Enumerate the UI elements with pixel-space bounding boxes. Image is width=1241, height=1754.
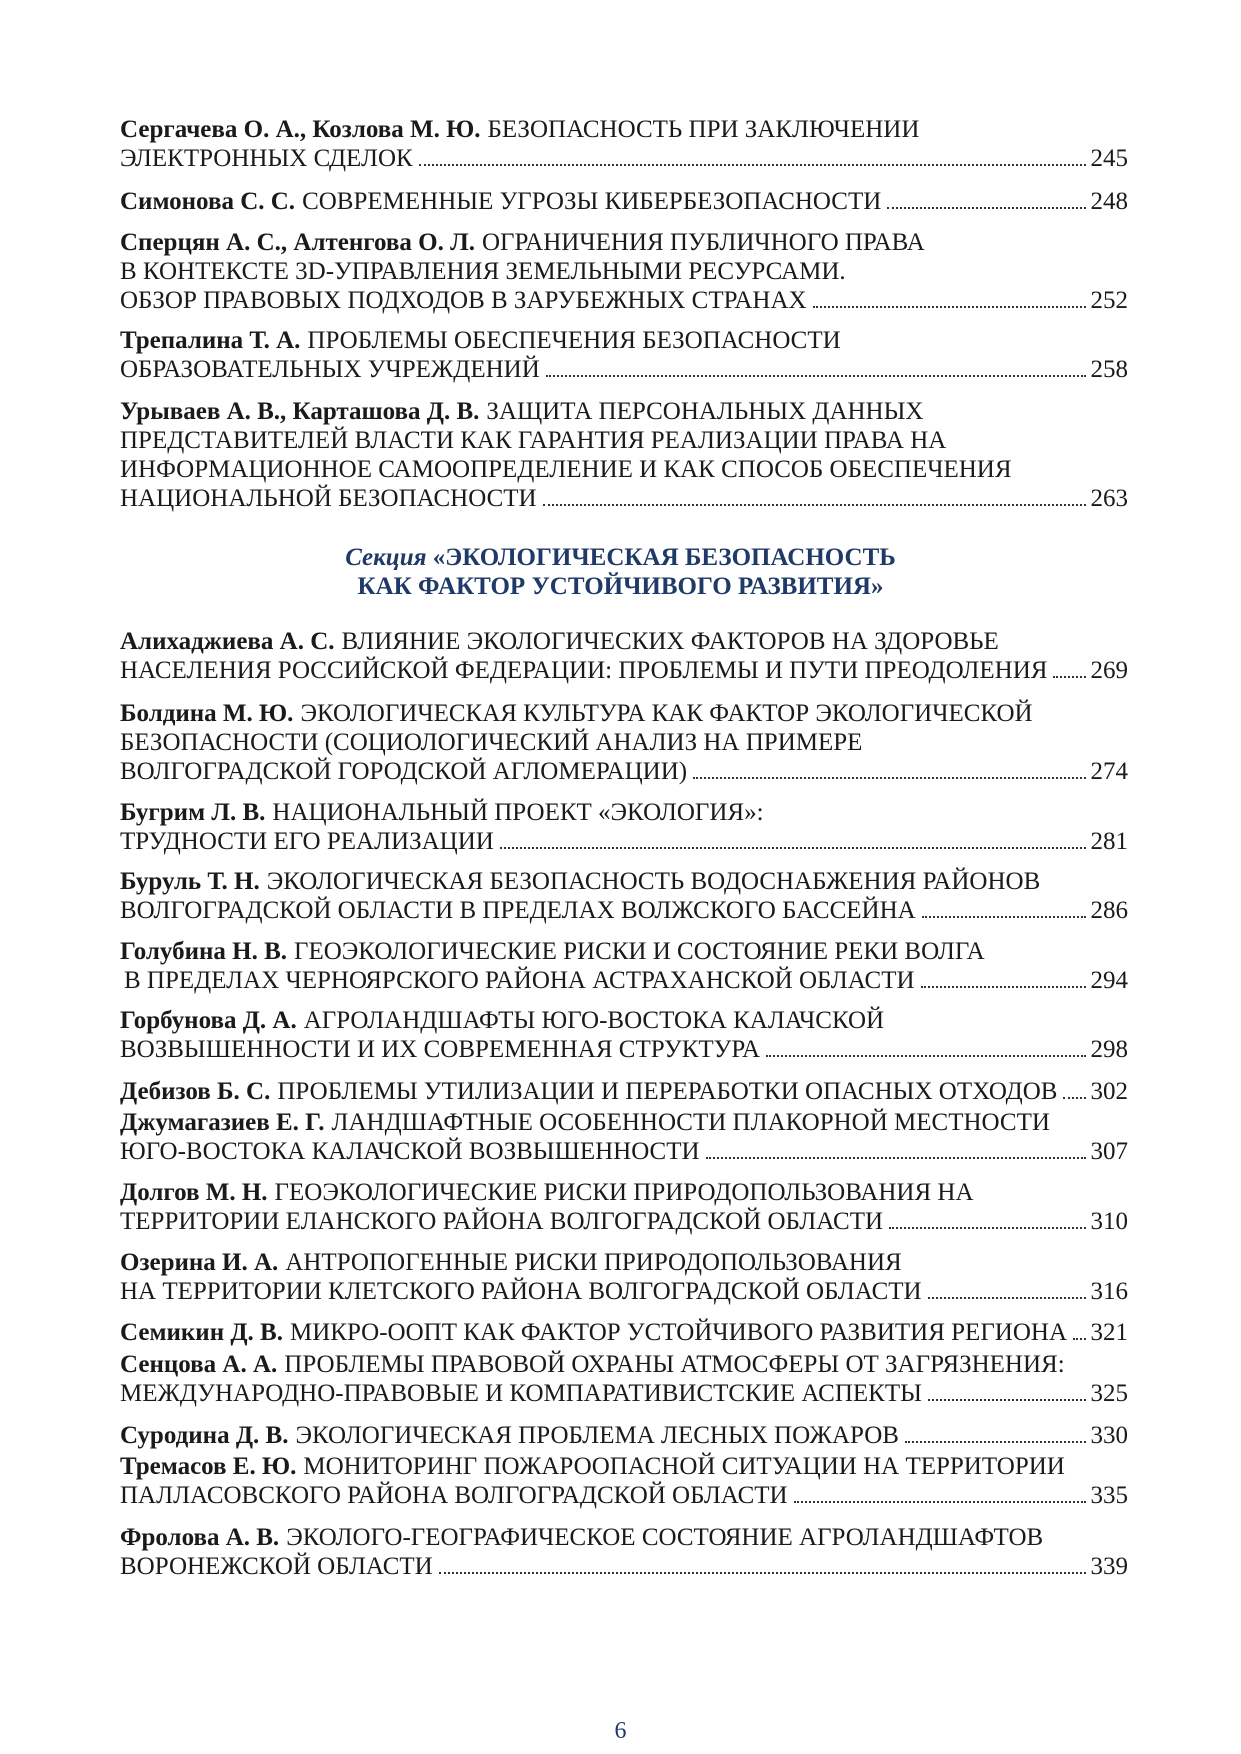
toc-entry-line — [120, 187, 1128, 216]
toc-entry — [120, 1006, 1128, 1064]
toc-entry-line — [120, 699, 1128, 728]
toc-entry-title: НА ТЕРРИТОРИИ КЛЕТСКОГО РАЙОНА ВОЛГОГРАДСКОЙ ОБЛАСТИ — [120, 1278, 922, 1305]
toc-entry-line — [120, 286, 1128, 315]
page-number: 6 — [614, 1718, 627, 1744]
toc-entry-title: НАЦИОНАЛЬНОЙ БЕЗОПАСНОСТИ — [120, 485, 537, 512]
toc-entry-page-number: 310 — [1090, 1208, 1128, 1235]
toc-entry — [120, 187, 1128, 216]
toc-entry-page-number: 274 — [1090, 758, 1128, 785]
toc-entry-title: АНТРОПОГЕННЫЕ РИСКИ ПРИРОДОПОЛЬЗОВАНИЯ — [285, 1249, 902, 1276]
toc-entry-title: НАЦИОНАЛЬНЫЙ ПРОЕКТ «ЭКОЛОГИЯ»: — [272, 799, 764, 826]
toc-entry — [120, 1452, 1128, 1510]
toc-entry-page-number: 281 — [1090, 828, 1128, 855]
toc-entry-line — [120, 1035, 1128, 1064]
toc-entry-title: ГЕОЭКОЛОГИЧЕСКИЕ РИСКИ И СОСТОЯНИЕ РЕКИ ВОЛГА — [294, 938, 985, 965]
toc-entry-line — [120, 1178, 1128, 1207]
toc-entry — [120, 397, 1128, 513]
toc-entry-title: ЮГО-ВОСТОКА КАЛАЧСКОЙ ВОЗВЫШЕННОСТИ — [120, 1138, 700, 1165]
toc-entry-title: НАСЕЛЕНИЯ РОССИЙСКОЙ ФЕДЕРАЦИИ: ПРОБЛЕМЫ И ПУТИ ПРЕОДОЛЕНИЯ — [120, 657, 1048, 684]
dot-leader — [1073, 1338, 1086, 1340]
toc-entry-page-number: 298 — [1090, 1036, 1128, 1063]
toc-entry-title: ПРЕДСТАВИТЕЛЕЙ ВЛАСТИ КАК ГАРАНТИЯ РЕАЛИЗАЦИИ ПРАВА НА — [120, 427, 947, 454]
toc-entry-page-number: 302 — [1090, 1078, 1128, 1105]
toc-entry-line — [120, 1108, 1128, 1137]
toc-entry-line — [120, 1006, 1128, 1035]
toc-entry-page-number: 245 — [1090, 145, 1128, 172]
dot-leader — [439, 1572, 1086, 1574]
toc-entry — [120, 1178, 1128, 1236]
section-title-part-1: «ЭКОЛОГИЧЕСКАЯ БЕЗОПАСНОСТЬ — [432, 544, 896, 571]
toc-entry-page-number: 325 — [1090, 1380, 1128, 1407]
toc-entry-authors: Суродина Д. В. — [120, 1422, 289, 1449]
toc-entry-page-number: 263 — [1090, 485, 1128, 512]
toc-entry-title: ПРОБЛЕМЫ УТИЛИЗАЦИИ И ПЕРЕРАБОТКИ ОПАСНЫХ ОТХОДОВ — [277, 1078, 1058, 1105]
dot-leader — [419, 164, 1086, 166]
dot-leader — [889, 1227, 1085, 1229]
toc-entry-title: В КОНТЕКСТЕ 3D-УПРАВЛЕНИЯ ЗЕМЕЛЬНЫМИ РЕСУРСАМИ. — [120, 258, 846, 285]
toc-entry-title: ВОЗВЫШЕННОСТИ И ИХ СОВРЕМЕННАЯ СТРУКТУРА — [120, 1036, 761, 1063]
toc-entry-title: ОБЗОР ПРАВОВЫХ ПОДХОДОВ В ЗАРУБЕЖНЫХ СТРАНАХ — [120, 287, 807, 314]
toc-entry — [120, 1523, 1128, 1581]
toc-entry-line — [120, 115, 1128, 144]
dot-leader — [922, 916, 1086, 918]
toc-entry-line — [120, 257, 1128, 286]
toc-entry-title: ЭЛЕКТРОННЫХ СДЕЛОК — [120, 145, 413, 172]
toc-entry-line — [120, 1318, 1128, 1347]
dot-leader — [1053, 676, 1085, 678]
toc-entry-title: ЭКОЛОГО-ГЕОГРАФИЧЕСКОЕ СОСТОЯНИЕ АГРОЛАНДШАФТОВ — [286, 1524, 1044, 1551]
dot-leader — [693, 777, 1085, 779]
toc-entry-line — [120, 455, 1128, 484]
toc-entry-authors: Долгов М. Н. — [120, 1179, 268, 1206]
toc-entry — [120, 937, 1128, 995]
toc-entry-line — [120, 1523, 1128, 1552]
toc-entry-authors: Дебизов Б. С. — [120, 1078, 271, 1105]
toc-entry-authors: Алихаджиева А. С. — [120, 628, 335, 655]
toc-entry-authors: Джумагазиев Е. Г. — [120, 1109, 325, 1136]
dot-leader — [928, 1297, 1086, 1299]
toc-entry-page-number: 339 — [1090, 1553, 1128, 1580]
toc-entry-title: АГРОЛАНДШАФТЫ ЮГО-ВОСТОКА КАЛАЧСКОЙ — [303, 1007, 885, 1034]
toc-entry-title: ПРОБЛЕМЫ ПРАВОВОЙ ОХРАНЫ АТМОСФЕРЫ ОТ ЗАГРЯЗНЕНИЯ: — [284, 1351, 1065, 1378]
toc-entry-page-number: 252 — [1090, 287, 1128, 314]
toc-entry-line — [120, 1421, 1128, 1450]
dot-leader — [905, 1441, 1086, 1443]
toc-entry-authors: Тремасов Е. Ю. — [120, 1453, 297, 1480]
dot-leader — [546, 375, 1086, 377]
section-heading-line-1 — [0, 543, 1241, 572]
toc-entry-authors: Сперцян А. С., Алтенгова О. Л. — [120, 229, 475, 256]
toc-entry-line — [120, 728, 1128, 757]
toc-entry-title: ЛАНДШАФТНЫЕ ОСОБЕННОСТИ ПЛАКОРНОЙ МЕСТНОСТИ — [331, 1109, 1050, 1136]
toc-entry-line — [120, 484, 1128, 513]
toc-entry-title: ИНФОРМАЦИОННОЕ САМООПРЕДЕЛЕНИЕ И КАК СПОСОБ ОБЕСПЕЧЕНИЯ — [120, 456, 1012, 483]
toc-entry — [120, 1077, 1128, 1106]
toc-entry-authors: Урываев А. В., Карташова Д. В. — [120, 398, 480, 425]
dot-leader — [543, 504, 1086, 506]
toc-entry-line — [120, 1248, 1128, 1277]
dot-leader — [500, 847, 1086, 849]
toc-entry-authors: Фролова А. В. — [120, 1524, 280, 1551]
section-label: Секция — [345, 544, 427, 571]
toc-entry-title: ВОРОНЕЖСКОЙ ОБЛАСТИ — [120, 1553, 433, 1580]
toc-entry-line — [120, 867, 1128, 896]
toc-entry-line — [120, 1481, 1128, 1510]
toc-entry — [120, 115, 1128, 173]
toc-entry-line — [120, 355, 1128, 384]
toc-entry-page-number: 321 — [1090, 1319, 1128, 1346]
toc-entry-line — [120, 426, 1128, 455]
toc-entry — [120, 228, 1128, 315]
toc-entry-title: ПАЛЛАСОВСКОГО РАЙОНА ВОЛГОГРАДСКОЙ ОБЛАСТИ — [120, 1482, 788, 1509]
dot-leader — [706, 1157, 1086, 1159]
toc-entry-line — [120, 1350, 1128, 1379]
toc-entry-page-number: 269 — [1090, 657, 1128, 684]
dot-leader — [928, 1399, 1086, 1401]
toc-entry-title: ЭКОЛОГИЧЕСКАЯ БЕЗОПАСНОСТЬ ВОДОСНАБЖЕНИЯ РАЙОНОВ — [266, 868, 1041, 895]
toc-entry-page-number: 286 — [1090, 897, 1128, 924]
dot-leader — [1063, 1097, 1085, 1099]
toc-entry-page-number: 258 — [1090, 356, 1128, 383]
toc-entry — [120, 1421, 1128, 1450]
toc-entry — [120, 1318, 1128, 1347]
toc-entry-authors: Бугрим Л. В. — [120, 799, 266, 826]
toc-entry-authors: Семикин Д. В. — [120, 1319, 283, 1346]
toc-entry-authors: Сергачева О. А., Козлова М. Ю. — [120, 116, 481, 143]
toc-entry-title: ВЛИЯНИЕ ЭКОЛОГИЧЕСКИХ ФАКТОРОВ НА ЗДОРОВЬЕ — [341, 628, 999, 655]
section-title-part-2: КАК ФАКТОР УСТОЙЧИВОГО РАЗВИТИЯ» — [357, 573, 884, 600]
toc-entry-title: ГЕОЭКОЛОГИЧЕСКИЕ РИСКИ ПРИРОДОПОЛЬЗОВАНИЯ НА — [274, 1179, 974, 1206]
toc-entry-title: БЕЗОПАСНОСТИ (СОЦИОЛОГИЧЕСКИЙ АНАЛИЗ НА ПРИМЕРЕ — [120, 729, 863, 756]
toc-entry-line — [120, 326, 1128, 355]
toc-entry-page-number: 294 — [1090, 967, 1128, 994]
toc-entry-title: ВОЛГОГРАДСКОЙ ГОРОДСКОЙ АГЛОМЕРАЦИИ) — [120, 758, 688, 785]
toc-entry-line — [120, 1277, 1128, 1306]
toc-entry-line — [120, 397, 1128, 426]
toc-entry-title: В ПРЕДЕЛАХ ЧЕРНОЯРСКОГО РАЙОНА АСТРАХАНСКОЙ ОБЛАСТИ — [124, 967, 915, 994]
toc-entry — [120, 699, 1128, 786]
toc-entry-line — [120, 827, 1128, 856]
toc-entry-title: ЗАЩИТА ПЕРСОНАЛЬНЫХ ДАННЫХ — [486, 398, 924, 425]
toc-entry — [120, 1108, 1128, 1166]
toc-entry-page-number: 316 — [1090, 1278, 1128, 1305]
toc-entry-title: МОНИТОРИНГ ПОЖАРООПАСНОЙ СИТУАЦИИ НА ТЕРРИТОРИИ — [303, 1453, 1065, 1480]
toc-entry-authors: Трепалина Т. А. — [120, 327, 301, 354]
dot-leader — [794, 1501, 1086, 1503]
toc-entry-page-number: 248 — [1090, 188, 1128, 215]
toc-entry-authors: Голубина Н. В. — [120, 938, 288, 965]
toc-entry-page-number: 307 — [1090, 1138, 1128, 1165]
toc-entry-title: ЭКОЛОГИЧЕСКАЯ КУЛЬТУРА КАК ФАКТОР ЭКОЛОГИЧЕСКОЙ — [300, 700, 1033, 727]
toc-entry-title: ОГРАНИЧЕНИЯ ПУБЛИЧНОГО ПРАВА — [481, 229, 925, 256]
toc-entry-title: МЕЖДУНАРОДНО-ПРАВОВЫЕ И КОМПАРАТИВИСТСКИЕ АСПЕКТЫ — [120, 1380, 922, 1407]
dot-leader — [887, 207, 1085, 209]
toc-entry-title: ОБРАЗОВАТЕЛЬНЫХ УЧРЕЖДЕНИЙ — [120, 356, 540, 383]
toc-entry-line — [120, 966, 1128, 995]
toc-entry-line — [120, 1452, 1128, 1481]
toc-entry-authors: Сенцова А. А. — [120, 1351, 278, 1378]
section-heading — [0, 543, 1241, 601]
toc-entry-title: ПРОБЛЕМЫ ОБЕСПЕЧЕНИЯ БЕЗОПАСНОСТИ — [307, 327, 841, 354]
toc-entry-line — [120, 627, 1128, 656]
toc-entry-line — [120, 757, 1128, 786]
dot-leader — [921, 986, 1086, 988]
toc-entry-line — [120, 937, 1128, 966]
toc-entry-line — [120, 1207, 1128, 1236]
toc-entry-line — [120, 1379, 1128, 1408]
toc-entry-title: ТРУДНОСТИ ЕГО РЕАЛИЗАЦИИ — [120, 828, 494, 855]
toc-entry-line — [120, 656, 1128, 685]
toc-entry-title: ВОЛГОГРАДСКОЙ ОБЛАСТИ В ПРЕДЕЛАХ ВОЛЖСКОГО БАССЕЙНА — [120, 897, 916, 924]
toc-entry-authors: Болдина М. Ю. — [120, 700, 294, 727]
toc-entry-line — [120, 896, 1128, 925]
toc-entry-line — [120, 144, 1128, 173]
toc-entry — [120, 326, 1128, 384]
toc-entry — [120, 1248, 1128, 1306]
toc-entry-authors: Буруль Т. Н. — [120, 868, 260, 895]
dot-leader — [766, 1055, 1085, 1057]
toc-entry — [120, 798, 1128, 856]
toc-entry-authors: Симонова С. С. — [120, 188, 296, 215]
toc-entry-page-number: 335 — [1090, 1482, 1128, 1509]
dot-leader — [813, 306, 1086, 308]
toc-entry-page-number: 330 — [1090, 1422, 1128, 1449]
toc-entry — [120, 627, 1128, 685]
toc-entry-title: СОВРЕМЕННЫЕ УГРОЗЫ КИБЕРБЕЗОПАСНОСТИ — [302, 188, 882, 215]
toc-entry-title: ЭКОЛОГИЧЕСКАЯ ПРОБЛЕМА ЛЕСНЫХ ПОЖАРОВ — [295, 1422, 899, 1449]
toc-entry-line — [120, 228, 1128, 257]
toc-entry-authors: Озерина И. А. — [120, 1249, 279, 1276]
toc-entry-authors: Горбунова Д. А. — [120, 1007, 297, 1034]
toc-entry-line — [120, 1552, 1128, 1581]
toc-entry-title: БЕЗОПАСНОСТЬ ПРИ ЗАКЛЮЧЕНИИ — [487, 116, 920, 143]
toc-entry — [120, 1350, 1128, 1408]
toc-entry-line — [120, 1137, 1128, 1166]
toc-entry — [120, 867, 1128, 925]
toc-entry-line — [120, 1077, 1128, 1106]
toc-entry-line — [120, 798, 1128, 827]
toc-entry-title: МИКРО-ООПТ КАК ФАКТОР УСТОЙЧИВОГО РАЗВИТИЯ РЕГИОНА — [289, 1319, 1067, 1346]
toc-entry-title: ТЕРРИТОРИИ ЕЛАНСКОГО РАЙОНА ВОЛГОГРАДСКОЙ ОБЛАСТИ — [120, 1208, 884, 1235]
